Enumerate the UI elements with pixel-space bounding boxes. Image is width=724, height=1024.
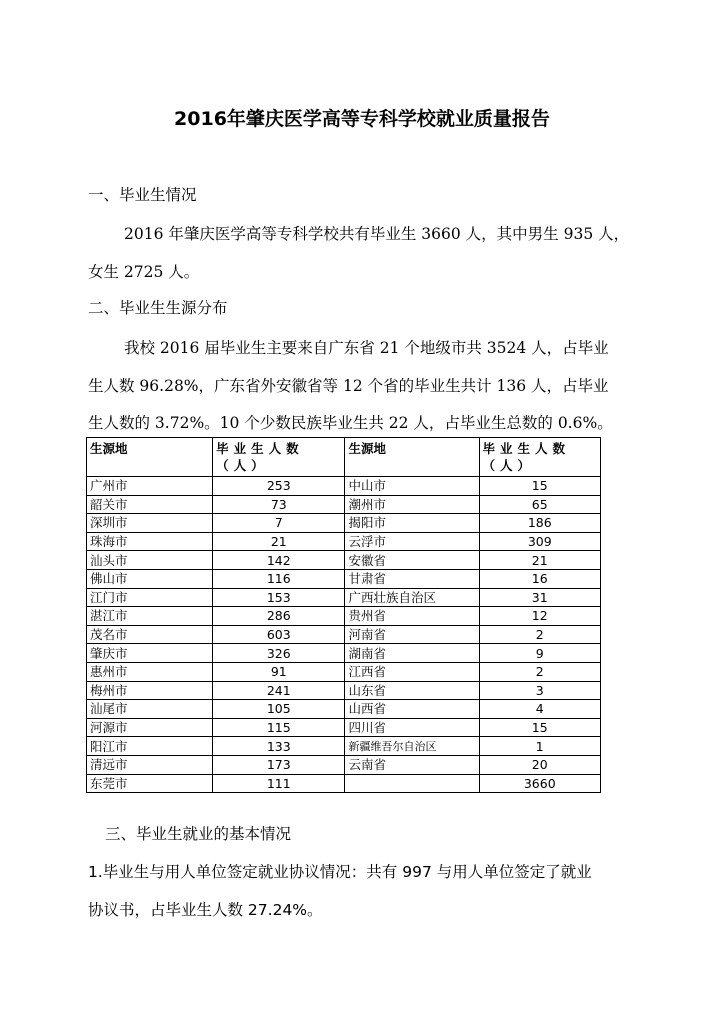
- table-row: [87, 495, 601, 514]
- cell-origin-2: 云南省: [345, 755, 479, 774]
- cell-origin-2: 山东省: [345, 681, 479, 700]
- cell-origin-2: 江西省: [345, 662, 479, 681]
- section1-paragraph-line1: 2016 年肇庆医学高等专科学校共有毕业生 3660 人，其中男生 935 人，: [124, 225, 630, 243]
- cell-origin-1: 梅州市: [87, 681, 213, 700]
- cell-origin-2: 安徽省: [345, 551, 479, 570]
- cell-origin-2: 四川省: [345, 718, 479, 737]
- cell-origin-2: 新疆维吾尔自治区: [345, 737, 479, 756]
- cell-origin-1: 广州市: [87, 477, 213, 496]
- table-row: [87, 625, 601, 644]
- cell-count-1: 73: [213, 495, 345, 514]
- cell-origin-2: 贵州省: [345, 607, 479, 626]
- cell-count-2: 186: [479, 514, 601, 533]
- section3-item1-line2: 协议书，占毕业生人数 27.24%。: [88, 901, 323, 919]
- cell-origin-2: 潮州市: [345, 495, 479, 514]
- table-row: [87, 662, 601, 681]
- table-row: [87, 774, 601, 793]
- section1-heading: 一、毕业生情况: [88, 186, 197, 204]
- cell-origin-1: 茂名市: [87, 625, 213, 644]
- cell-count-2: 9: [479, 644, 601, 663]
- cell-count-2: 12: [479, 607, 601, 626]
- section2-heading: 二、毕业生生源分布: [88, 299, 228, 317]
- cell-count-2: 20: [479, 755, 601, 774]
- cell-count-1: 142: [213, 551, 345, 570]
- cell-count-2: 4: [479, 700, 601, 719]
- cell-origin-1: 深圳市: [87, 514, 213, 533]
- cell-origin-1: 湛江市: [87, 607, 213, 626]
- section1-paragraph-line2: 女生 2725 人。: [88, 263, 200, 281]
- cell-count-1: 326: [213, 644, 345, 663]
- cell-origin-2: 揭阳市: [345, 514, 479, 533]
- table-row: [87, 607, 601, 626]
- table-row: [87, 755, 601, 774]
- table-row: [87, 569, 601, 588]
- cell-count-2: 1: [479, 737, 601, 756]
- table-row: [87, 700, 601, 719]
- cell-origin-1: 佛山市: [87, 569, 213, 588]
- section2-paragraph-line3: 生人数的 3.72%。10 个少数民族毕业生共 22 人，占毕业生总数的 0.6%。: [88, 414, 613, 432]
- cell-count-1: 603: [213, 625, 345, 644]
- cell-count-2: 15: [479, 477, 601, 496]
- table-row: [87, 551, 601, 570]
- cell-origin-2: 山西省: [345, 700, 479, 719]
- cell-origin-1: 珠海市: [87, 532, 213, 551]
- cell-count-2: 309: [479, 532, 601, 551]
- page-title: 2016年肇庆医学高等专科学校就业质量报告: [174, 108, 550, 130]
- table-row: [87, 681, 601, 700]
- cell-origin-1: 阳江市: [87, 737, 213, 756]
- cell-origin-2: 河南省: [345, 625, 479, 644]
- cell-count-1: 115: [213, 718, 345, 737]
- table-row: [87, 477, 601, 496]
- cell-origin-1: 惠州市: [87, 662, 213, 681]
- cell-count-2: 3660: [479, 774, 601, 793]
- table-row: [87, 532, 601, 551]
- cell-count-2: 65: [479, 495, 601, 514]
- table-row: [87, 644, 601, 663]
- cell-origin-1: 河源市: [87, 718, 213, 737]
- header-count-2: 毕业生人数（人）: [479, 438, 601, 477]
- cell-origin-2: 云浮市: [345, 532, 479, 551]
- section2-paragraph-line2: 生人数 96.28%，广东省外安徽省等 12 个省的毕业生共计 136 人，占毕业: [88, 377, 609, 395]
- cell-count-2: 16: [479, 569, 601, 588]
- section2-paragraph-line1: 我校 2016 届毕业生主要来自广东省 21 个地级市共 3524 人，占毕业: [124, 339, 609, 357]
- header-origin-1: 生源地: [87, 438, 213, 477]
- cell-count-2: 31: [479, 588, 601, 607]
- cell-count-1: 153: [213, 588, 345, 607]
- cell-count-1: 21: [213, 532, 345, 551]
- table-row: [87, 514, 601, 533]
- section3-heading: 三、毕业生就业的基本情况: [105, 825, 292, 843]
- cell-origin-1: 韶关市: [87, 495, 213, 514]
- cell-origin-1: 东莞市: [87, 774, 213, 793]
- cell-origin-1: 肇庆市: [87, 644, 213, 663]
- cell-count-1: 253: [213, 477, 345, 496]
- cell-count-1: 7: [213, 514, 345, 533]
- header-origin-2: 生源地: [345, 438, 479, 477]
- header-count-1: 毕业生人数（人）: [213, 438, 345, 477]
- cell-origin-1: 江门市: [87, 588, 213, 607]
- cell-count-1: 241: [213, 681, 345, 700]
- cell-origin-2: 甘肃省: [345, 569, 479, 588]
- cell-origin-1: 清远市: [87, 755, 213, 774]
- table-header-row: [87, 438, 601, 477]
- cell-count-2: 2: [479, 662, 601, 681]
- cell-count-1: 111: [213, 774, 345, 793]
- cell-count-1: 173: [213, 755, 345, 774]
- cell-count-2: 3: [479, 681, 601, 700]
- cell-origin-2: [345, 774, 479, 793]
- table-row: [87, 737, 601, 756]
- cell-origin-2: 湖南省: [345, 644, 479, 663]
- cell-count-2: 15: [479, 718, 601, 737]
- cell-origin-2: 中山市: [345, 477, 479, 496]
- section3-item1-line1: 1.毕业生与用人单位签定就业协议情况：共有 997 与用人单位签定了就业: [88, 863, 592, 881]
- source-distribution-table: [86, 437, 601, 793]
- cell-count-1: 91: [213, 662, 345, 681]
- table-row: [87, 588, 601, 607]
- cell-origin-2: 广西壮族自治区: [345, 588, 479, 607]
- cell-origin-1: 汕尾市: [87, 700, 213, 719]
- cell-origin-1: 汕头市: [87, 551, 213, 570]
- cell-count-2: 2: [479, 625, 601, 644]
- cell-count-2: 21: [479, 551, 601, 570]
- cell-count-1: 116: [213, 569, 345, 588]
- cell-count-1: 105: [213, 700, 345, 719]
- cell-count-1: 286: [213, 607, 345, 626]
- table-row: [87, 718, 601, 737]
- cell-count-1: 133: [213, 737, 345, 756]
